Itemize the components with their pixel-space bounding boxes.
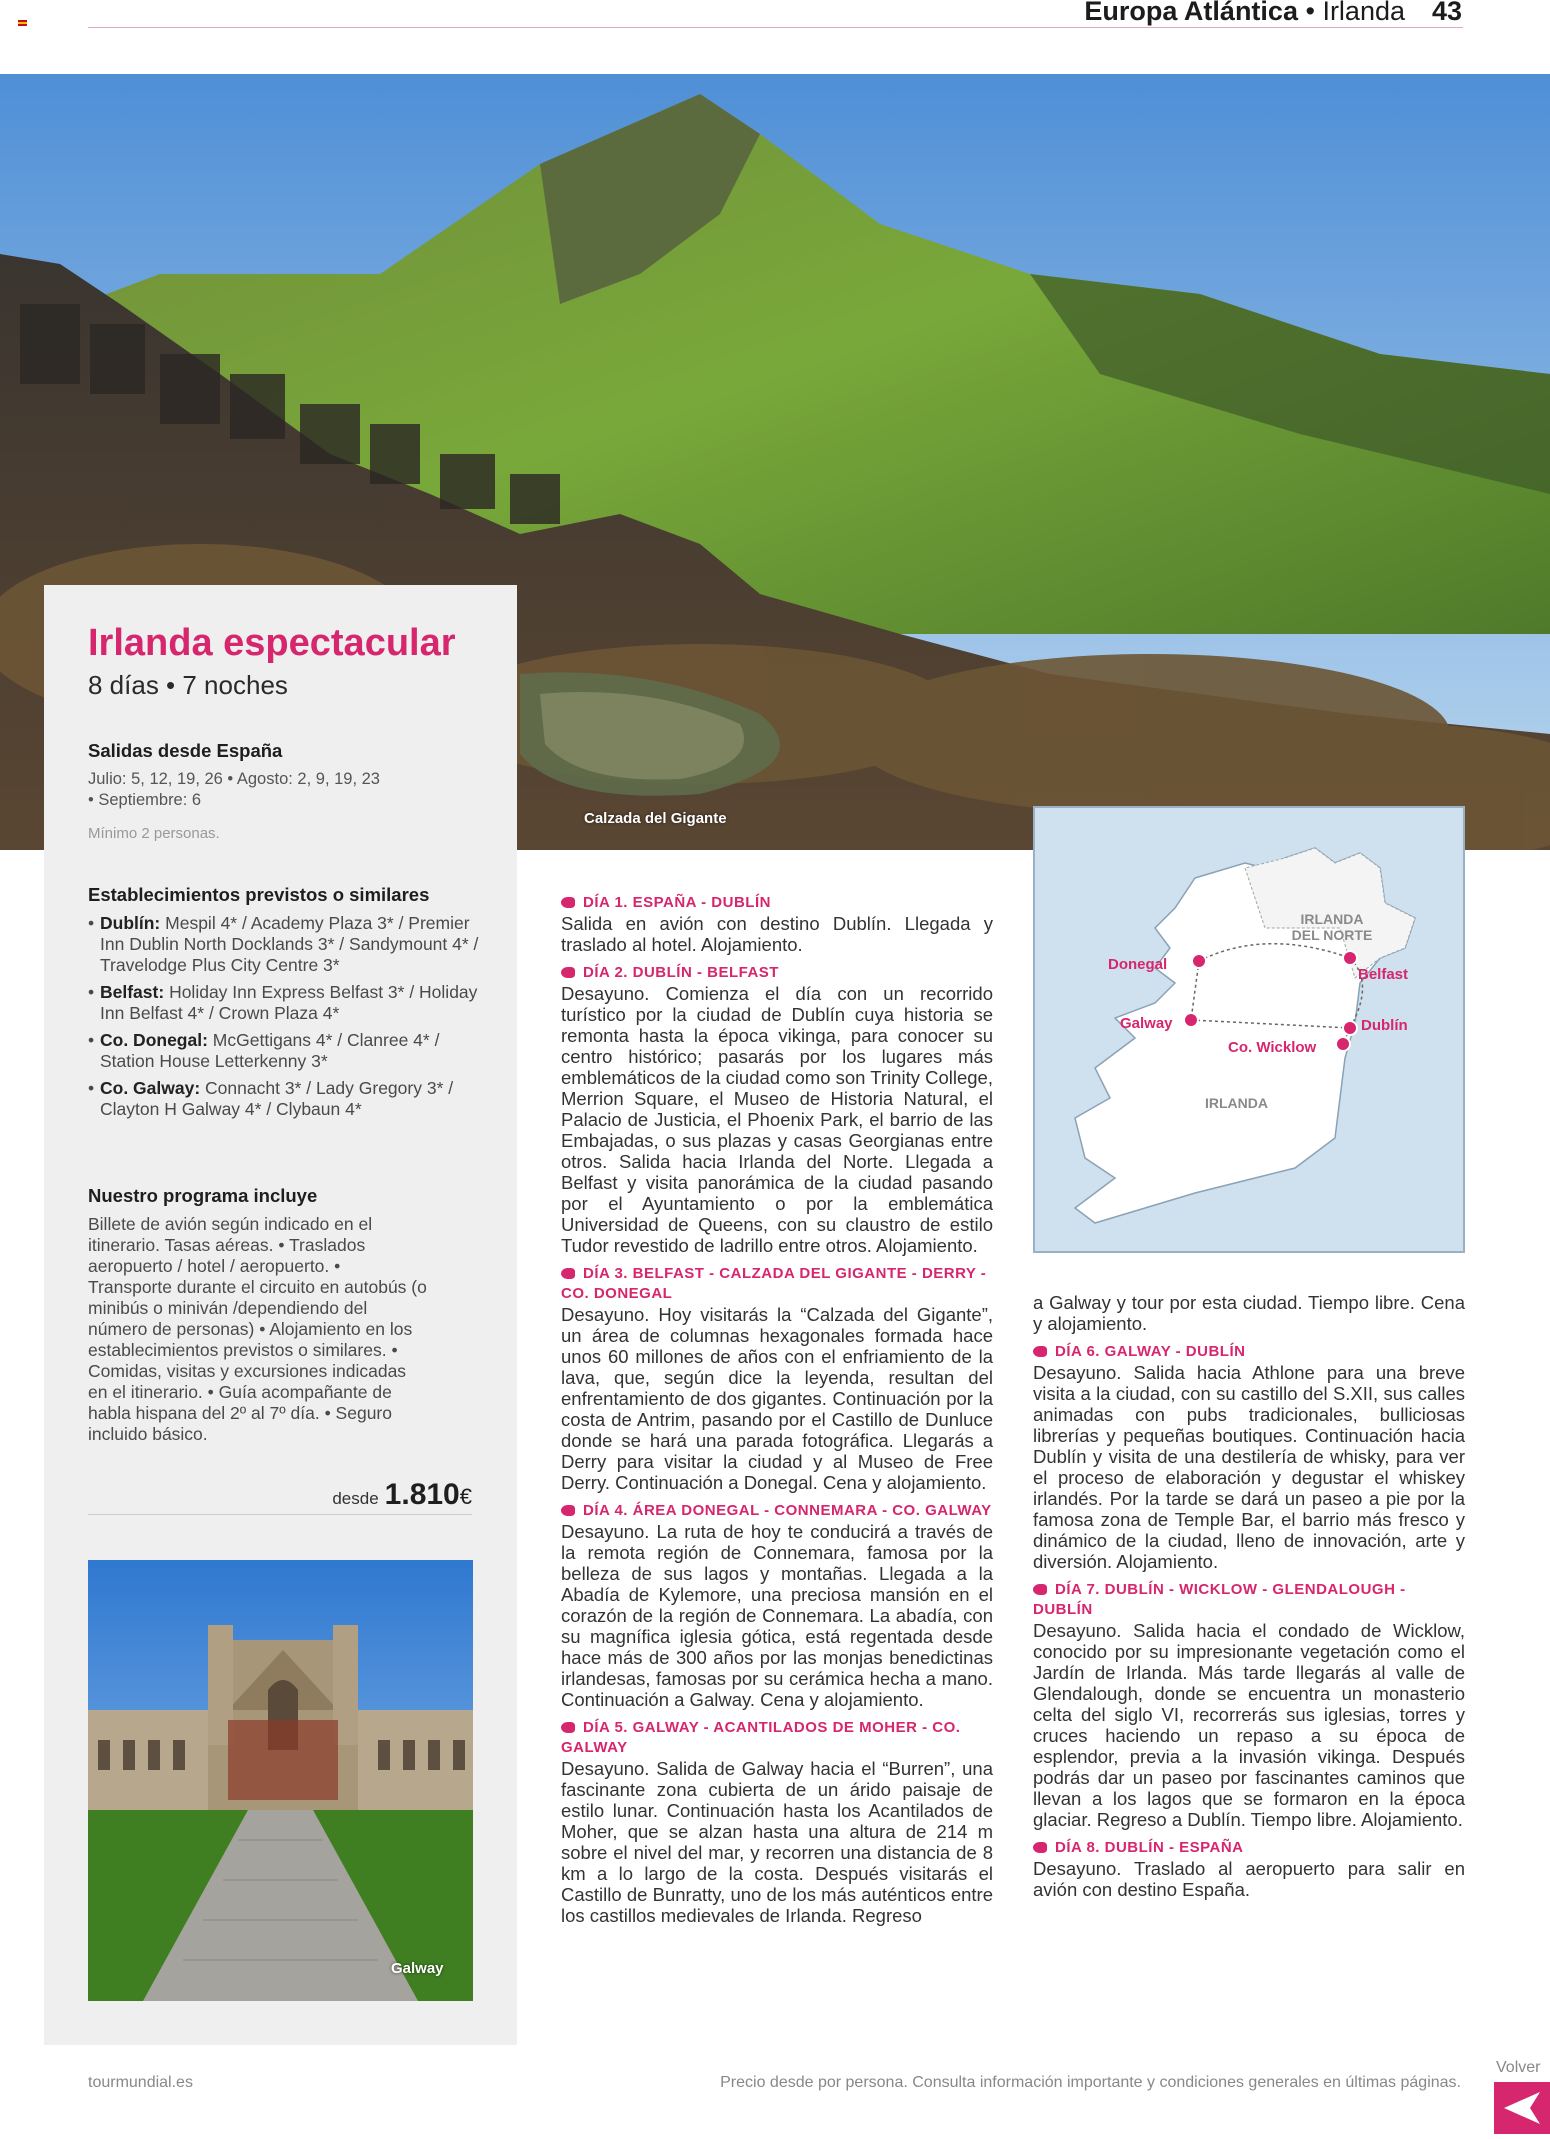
hero-caption: Calzada del Gigante xyxy=(584,810,727,827)
header-divider xyxy=(88,27,1463,28)
price-value: 1.810 xyxy=(384,1478,460,1511)
day-5-text-continued: a Galway y tour por esta ciudad. Tiempo libre. Cena y alojamiento. xyxy=(1033,1292,1465,1334)
day-2 xyxy=(561,963,993,1256)
includes-text: Billete de avión según indicado en el itinerario. Tasas aéreas. • Traslados aeropuerto / hotel / aeropuerto. • Transporte durante el circuito en autobús (o minibús o miniván /dependiendo del número de personas) • Alojamiento en los establecimientos previstos o similares. • Comidas, visitas y excursiones indicadas en el itinerario. • Guía acompañante de habla hispana del 2º al 7º día. • Seguro incluido básico. xyxy=(88,1214,427,1444)
departures-dates: Julio: 5, 12, 19, 26 • Agosto: 2, 9, 19, 23 • Septiembre: 6 xyxy=(88,770,380,809)
footer-site-link[interactable]: tourmundial.es xyxy=(88,2074,193,2091)
day-marker-icon xyxy=(561,897,575,908)
day-marker-icon xyxy=(561,1268,575,1279)
day-1-text: Salida en avión con destino Dublín. Llegada y traslado al hotel. Alojamiento. xyxy=(561,913,993,955)
hotel-item-galway: • Co. Galway: Connacht 3* / Lady Gregory 3* / Clayton H Galway 4* / Clybaun 4* xyxy=(88,1078,488,1120)
day-marker-icon xyxy=(1033,1584,1047,1595)
day-4-title: DÍA 4. ÁREA DONEGAL - CONNEMARA - CO. GALWAY xyxy=(561,1501,993,1521)
includes-heading: Nuestro programa incluye xyxy=(88,1185,318,1206)
day-6-title: DÍA 6. GALWAY - DUBLÍN xyxy=(1033,1342,1465,1362)
map-label-north-1: IRLANDA xyxy=(1300,911,1364,927)
day-8-title: DÍA 8. DUBLÍN - ESPAÑA xyxy=(1033,1838,1465,1858)
day-2-text: Desayuno. Comienza el día con un recorrido turístico por la ciudad de Dublín cuya historia se remonta hasta la época vikinga, para conocer su centro histórico; pasarás por los lugares más emblemáticos de la ciudad como son Trinity College, Merrion Square, el Museo de Historia Natural, el Palacio de Justicia, el Phoenix Park, el barrio de las Embajadas, o sus plazas y casas Georgianas entre otros. Salida hacia Irlanda del Norte. Llegada a Belfast y visita panorámica de la ciudad pasando por el Ayuntamiento o por la emblemática Universidad de Queens, con su claustro de estilo Tudor revestido de ladrillo entre otros. Alojamiento. xyxy=(561,983,993,1256)
ireland-map xyxy=(1035,808,1463,1251)
price xyxy=(88,1478,472,1512)
back-button[interactable] xyxy=(1494,2082,1550,2134)
day-6-text: Desayuno. Salida hacia Athlone para una breve visita a la ciudad, con su castillo del S.XII, sus calles animadas con pubs tradicionales, bulliciosas librerías y pequeñas boutiques. Continuación hacia Dublín y visita de una destilería de whisky, para ver el proceso de elaboración y degustar el whiskey irlandés. Por la tarde se dará un paseo a pie por la famosa zona de Temple Bar, el barrio más fresco y dinámico de la ciudad, lleno de innovación, arte y diversión. Alojamiento. xyxy=(1033,1362,1465,1572)
day-3 xyxy=(561,1264,993,1493)
day-marker-icon xyxy=(1033,1842,1047,1853)
day-marker-icon xyxy=(561,1505,575,1516)
departures-heading: Salidas desde España xyxy=(88,740,283,761)
day-3-title: DÍA 3. BELFAST - CALZADA DEL GIGANTE - DERRY - CO. DONEGAL xyxy=(561,1265,987,1302)
map-label-north-2: DEL NORTE xyxy=(1291,927,1373,943)
map-label-belfast: Belfast xyxy=(1358,966,1409,983)
itinerary-column-2 xyxy=(1033,1292,1465,1900)
day-5-text: Desayuno. Salida de Galway hacia el “Burren”, una fascinante zona cubierta de un árido paisaje de estilo lunar. Continuación hasta los Acantilados de Moher, que se alzan hasta una altura de 214 m sobre el nivel del mar, y recorren una distancia de 8 km a lo largo de la costa. Después visitarás el Castillo de Bunratty, uno de los más auténticos entre los castillos medievales de Irlanda. Regreso xyxy=(561,1758,993,1926)
galway-university-illustration xyxy=(88,1560,473,2001)
hotel-item-donegal: • Co. Donegal: McGettigans 4* / Clanree 4* / Station House Letterkenny 3* xyxy=(88,1030,488,1072)
price-currency: € xyxy=(459,1484,472,1509)
header-section-title: Europa Atlántica • Irlanda xyxy=(1084,0,1405,26)
day-4 xyxy=(561,1501,993,1710)
day-4-text: Desayuno. La ruta de hoy te conducirá a través de la remota región de Connemara, famosa por la belleza de sus lagos y montañas. Llegada a la Abadía de Kylemore, una preciosa mansión en el corazón de la región de Connemara. La abadía, con su magnífica iglesia gótica, está regentada desde hace más de 300 años por las monjas benedictinas irlandesas, famosas por su cerámica hecha a mano. Continuación a Galway. Cena y alojamiento. xyxy=(561,1521,993,1710)
galway-photo xyxy=(88,1560,473,2001)
flag-icon xyxy=(18,20,27,26)
back-arrow-icon xyxy=(1494,2082,1550,2134)
day-7-text: Desayuno. Salida hacia el condado de Wicklow, conocido por su impresionante vegetación como el Jardín de Irlanda. Más tarde llegarás al valle de Glendalough, donde se encuentra un monasterio celta del siglo VI, recorrerás sus iglesias, torres y cruces haciendo un repaso a su época de esplendor, previa a la invasión vikinga. Después podrás dar un paseo por fascinantes caminos que llevan a los lagos que se formaron en la época glaciar. Regreso a Dublín. Tiempo libre. Alojamiento. xyxy=(1033,1620,1465,1830)
minimum-persons: Mínimo 2 personas. xyxy=(88,825,220,842)
hotel-item-dublin: • Dublín: Mespil 4* / Academy Plaza 3* / Premier Inn Dublin North Docklands 3* / Sandymount 4* / Travelodge Plus City Centre 3* xyxy=(88,913,488,976)
trip-duration: 8 días • 7 noches xyxy=(88,670,288,700)
trip-title: Irlanda espectacular xyxy=(88,622,456,664)
route-map xyxy=(1033,806,1465,1253)
day-6 xyxy=(1033,1342,1465,1572)
hotels-heading: Establecimientos previstos o similares xyxy=(88,884,430,905)
day-marker-icon xyxy=(561,1722,575,1733)
page-number: 43 xyxy=(1431,0,1462,26)
day-5-title: DÍA 5. GALWAY - ACANTILADOS DE MOHER - CO. GALWAY xyxy=(561,1719,961,1756)
map-label-galway: Galway xyxy=(1120,1015,1173,1032)
day-8 xyxy=(1033,1838,1465,1900)
day-2-title: DÍA 2. DUBLÍN - BELFAST xyxy=(561,963,993,983)
map-label-donegal: Donegal xyxy=(1108,956,1168,973)
day-7-title: DÍA 7. DUBLÍN - WICKLOW - GLENDALOUGH - DUBLÍN xyxy=(1033,1581,1406,1618)
map-label-ireland: IRLANDA xyxy=(1205,1095,1268,1111)
day-marker-icon xyxy=(1033,1346,1047,1357)
price-from-label: desde xyxy=(332,1489,379,1508)
itinerary-column-1 xyxy=(561,885,993,1926)
back-label: Volver xyxy=(1496,2059,1541,2076)
map-label-dublin: Dublín xyxy=(1361,1017,1408,1034)
day-marker-icon xyxy=(561,967,575,978)
footer-note: Precio desde por persona. Consulta información importante y condiciones generales en últimas páginas. xyxy=(720,2074,1461,2091)
day-1 xyxy=(561,893,993,955)
hotels-list xyxy=(88,913,488,1126)
map-label-wicklow: Co. Wicklow xyxy=(1228,1039,1317,1056)
day-8-text: Desayuno. Traslado al aeropuerto para salir en avión con destino España. xyxy=(1033,1858,1465,1900)
galway-caption: Galway xyxy=(391,1960,444,1977)
day-5 xyxy=(561,1718,993,1926)
day-7 xyxy=(1033,1580,1465,1830)
day-3-text: Desayuno. Hoy visitarás la “Calzada del Gigante”, un área de columnas hexagonales formada hace unos 60 millones de años con el enfriamiento de la lava, que, según dice la leyenda, resultan del enfrentamiento de dos gigantes. Continuación por la costa de Antrim, pasando por el Castillo de Dunluce donde se hará una parada fotográfica. Llegarás a Derry para visitar la ciudad y al Museo de Free Derry. Continuación a Donegal. Cena y alojamiento. xyxy=(561,1304,993,1493)
day-1-title: DÍA 1. ESPAÑA - DUBLÍN xyxy=(561,893,993,913)
hotel-item-belfast: • Belfast: Holiday Inn Express Belfast 3* / Holiday Inn Belfast 4* / Crown Plaza 4* xyxy=(88,982,488,1024)
price-divider xyxy=(88,1514,472,1515)
